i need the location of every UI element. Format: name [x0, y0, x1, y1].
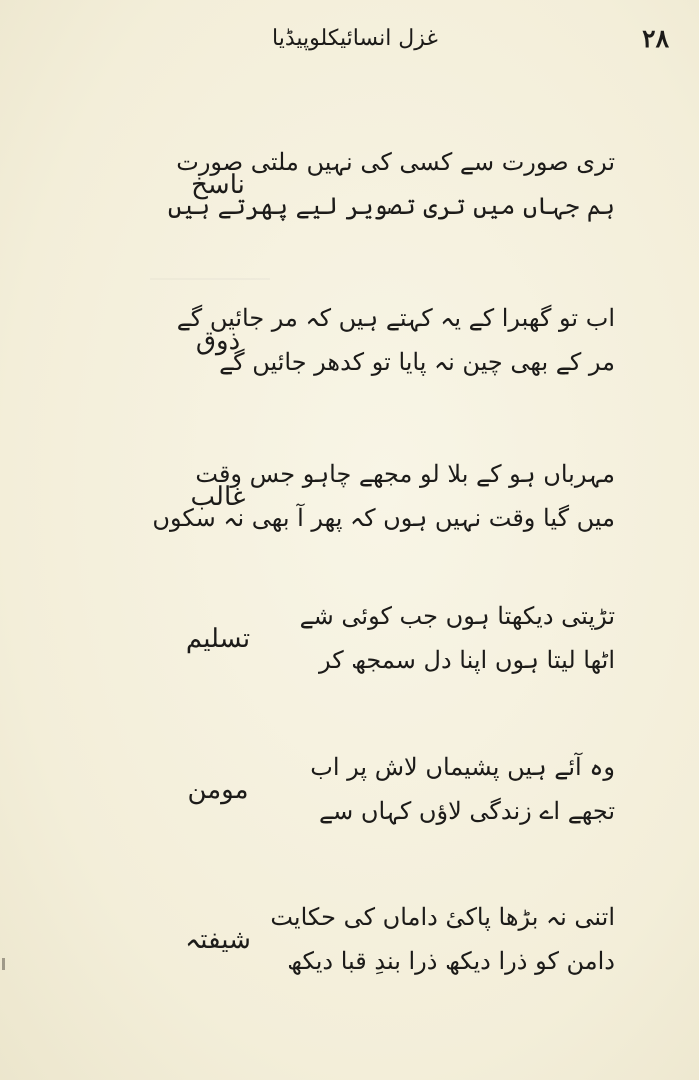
verse-line: تری صورت سے کسی کی نہیں ملتی صورت [176, 148, 615, 176]
couplet [270, 594, 615, 682]
page-number: ۲۸ [642, 24, 669, 53]
couplet-entry [0, 452, 699, 562]
couplet-entry [0, 745, 699, 855]
couplet-entry [0, 296, 699, 406]
verse-line: ہم جہاں میں تری تصویر لیے پھرتے ہیں [167, 192, 615, 220]
couplet-entry [0, 594, 699, 704]
running-title: غزل انسائیکلوپیڈیا [272, 26, 438, 51]
verse-line: میں گیا وقت نہیں ہوں کہ پھر آ بھی نہ سکوں [152, 504, 615, 532]
couplet-entry [0, 895, 699, 1005]
verse-line: مر کے بھی چین نہ پایا تو کدھر جائیں گے [219, 348, 615, 376]
poet-name: ناسخ [191, 170, 245, 200]
verse-line: مہرباں ہو کے بلا لو مجھے چاہو جس وقت [195, 460, 615, 488]
verse-line: تڑپتی دیکھتا ہوں جب کوئی شے [299, 602, 615, 630]
poet-name: مومن [187, 775, 249, 805]
page-edge-mark [2, 958, 5, 970]
poet-name: ذوق [195, 326, 241, 356]
poet-name: تسلیم [185, 624, 251, 654]
couplet-entry [0, 140, 699, 250]
verse-line: دامن کو ذرا دیکھ ذرا بندِ قبا دیکھ [287, 947, 615, 975]
verse-line: تجھے اے زندگی لاؤں کہاں سے [319, 797, 615, 825]
verse-line: اب تو گھبرا کے یہ کہتے ہیں کہ مر جائیں گے [176, 304, 615, 332]
poet-name: غالب [190, 482, 246, 512]
couplet [270, 895, 615, 983]
couplet [270, 745, 615, 833]
poet-name: شیفتہ [185, 925, 251, 955]
verse-line: اٹھا لیتا ہوں اپنا دل سمجھ کر [318, 646, 615, 674]
verse-line: اتنی نہ بڑھا پاکیٔ داماں کی حکایت [270, 903, 615, 931]
verse-line: وہ آئے ہیں پشیماں لاش پر اب [310, 753, 615, 781]
page-header [0, 20, 699, 60]
